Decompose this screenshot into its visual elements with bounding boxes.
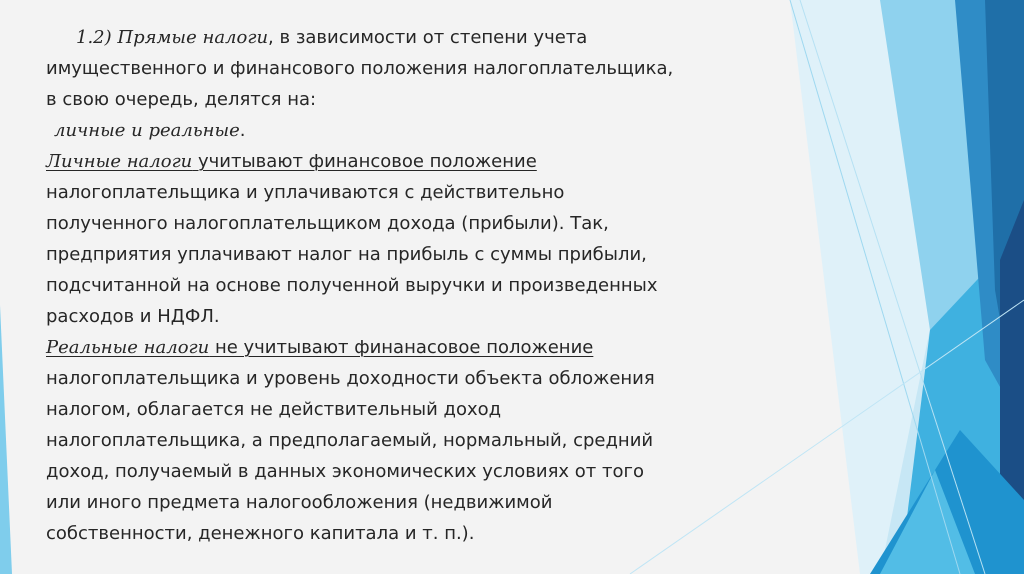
real-line-1-rest: не учитывают финанасовое положение <box>209 337 594 358</box>
real-line-7: собственности, денежного капитала и т. п.). <box>46 523 475 544</box>
intro-heading: 1.2) Прямые налоги <box>76 27 269 48</box>
slide-body-text <box>46 22 796 549</box>
real-line-5: доход, получаемый в данных экономических условиях от того <box>46 461 644 482</box>
personal-line-2: налогоплательщика и уплачиваются с действительно <box>46 182 565 203</box>
real-line-2: налогоплательщика и уровень доходности объекта обложения <box>46 368 655 389</box>
intro-line-2: имущественного и финансового положения налогоплательщика, <box>46 58 674 79</box>
intro-line-1 <box>46 22 796 53</box>
personal-line-6: расходов и НДФЛ. <box>46 306 220 327</box>
real-taxes-term: Реальные налоги <box>46 337 210 358</box>
intro-line-1-rest: , в зависимости от степени учета <box>268 27 588 48</box>
personal-line-1 <box>46 146 796 177</box>
intro-line-4 <box>46 115 796 146</box>
real-line-1 <box>46 332 796 363</box>
personal-line-5: подсчитанной на основе полученной выручки и произведенных <box>46 275 658 296</box>
intro-line-4-rest: . <box>239 120 246 141</box>
personal-line-4: предприятия уплачивают налог на прибыль с суммы прибыли, <box>46 244 647 265</box>
real-line-4: налогоплательщика, а предполагаемый, нормальный, средний <box>46 430 654 451</box>
tax-types-italic: личные и реальные <box>54 120 240 141</box>
personal-line-3: полученного налогоплательщиком дохода (прибыли). Так, <box>46 213 609 234</box>
real-line-3: налогом, облагается не действительный доход <box>46 399 502 420</box>
left-accent-strip <box>0 305 12 574</box>
real-line-6: или иного предмета налогообложения (недвижимой <box>46 492 553 513</box>
personal-taxes-term: Личные налоги <box>46 151 193 172</box>
personal-line-1-rest: учитывают финансовое положение <box>192 151 537 172</box>
intro-line-3: в свою очередь, делятся на: <box>46 89 317 110</box>
